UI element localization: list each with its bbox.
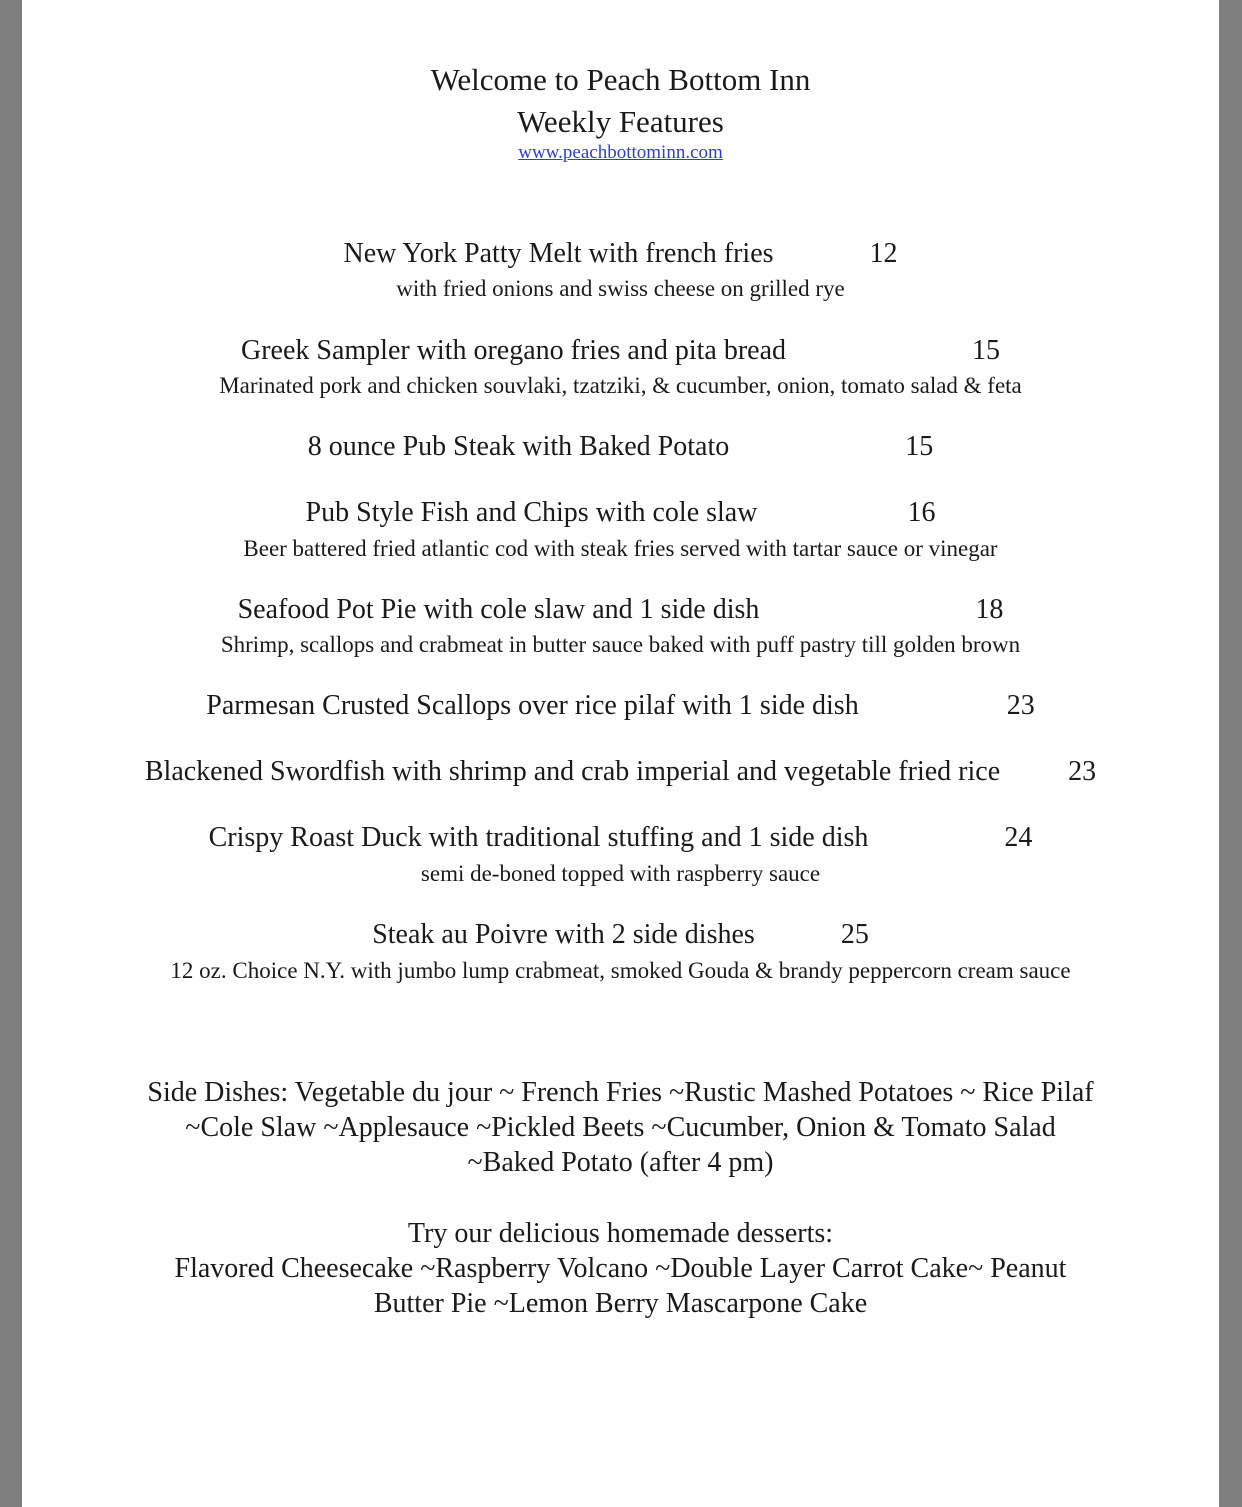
item-price: 12 [869,238,898,269]
item-name: Blackened Swordfish with shrimp and crab imperial and vegetable fried rice [144,756,1001,787]
menu-item-description: Shrimp, scallops and crabmeat in butter sauce baked with puff pastry till golden brown [220,632,1021,657]
item-name: Seafood Pot Pie with cole slaw and 1 side dish [237,594,760,625]
menu-item-name [22,756,1219,788]
desserts-line: Flavored Cheesecake ~Raspberry Volcano ~Double Layer Carrot Cake~ Peanut [174,1253,1067,1284]
menu-item-name [22,690,1219,722]
menu-item-name [22,594,1219,626]
page-subtitle: Weekly Features [517,104,724,139]
menu-item-name [22,431,1219,463]
item-price: 23 [1068,756,1097,787]
side-dishes-line: ~Cole Slaw ~Applesauce ~Pickled Beets ~Cucumber, Onion & Tomato Salad [185,1112,1056,1143]
desserts-heading: Try our delicious homemade desserts: [407,1218,834,1249]
item-name: New York Patty Melt with french fries [343,238,774,269]
side-dishes-line: Side Dishes: Vegetable du jour ~ French Fries ~Rustic Mashed Potatoes ~ Rice Pilaf [147,1077,1094,1108]
item-price: 18 [975,594,1004,625]
item-price: 23 [1006,690,1035,721]
menu-item-description: with fried onions and swiss cheese on grilled rye [396,276,845,301]
menu-item-description: 12 oz. Choice N.Y. with jumbo lump crabmeat, smoked Gouda & brandy peppercorn cream sauce [170,958,1071,983]
item-price: 25 [840,919,869,950]
desserts-line: Butter Pie ~Lemon Berry Mascarpone Cake [373,1288,868,1319]
website-link[interactable]: www.peachbottominn.com [518,142,723,163]
menu-item-description: Beer battered fried atlantic cod with steak fries served with tartar sauce or vinegar [243,536,998,561]
menu-item-name [22,497,1219,529]
menu-item-name [22,919,1219,951]
page-title: Welcome to Peach Bottom Inn [430,62,811,97]
item-name: Greek Sampler with oregano fries and pita bread [240,335,786,366]
menu-page [22,0,1219,1507]
item-name: 8 ounce Pub Steak with Baked Potato [307,431,730,462]
item-name: Parmesan Crusted Scallops over rice pilaf with 1 side dish [206,690,859,721]
item-price: 24 [1004,822,1033,853]
item-name: Crispy Roast Duck with traditional stuffing and 1 side dish [208,822,869,853]
item-name: Pub Style Fish and Chips with cole slaw [305,497,758,528]
item-price: 15 [905,431,934,462]
menu-item-description: semi de-boned topped with raspberry sauce [420,861,821,886]
menu-item-name [22,335,1219,367]
side-dishes-line: ~Baked Potato (after 4 pm) [467,1147,774,1178]
item-price: 16 [907,497,936,528]
menu-item-name [22,238,1219,270]
item-price: 15 [972,335,1000,366]
menu-item-description: Marinated pork and chicken souvlaki, tzatziki, & cucumber, onion, tomato salad & feta [219,373,1022,398]
menu-item-name [22,822,1219,854]
item-name: Steak au Poivre with 2 side dishes [372,919,755,950]
